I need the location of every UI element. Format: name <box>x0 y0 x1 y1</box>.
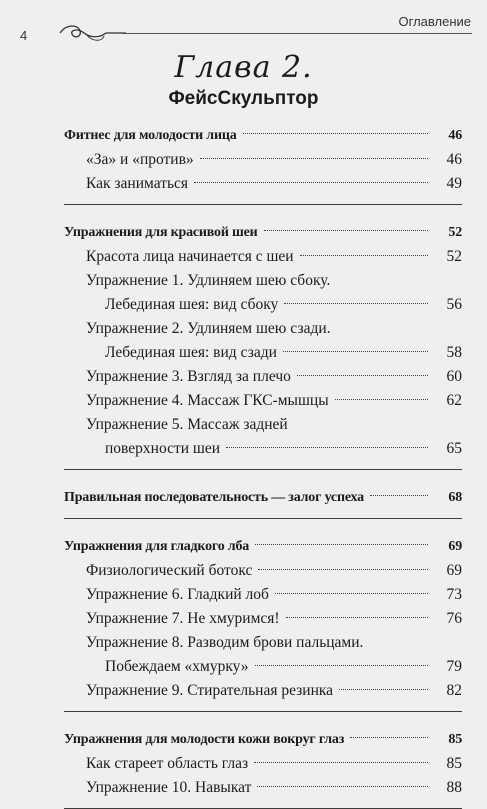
toc-section <box>64 486 462 519</box>
toc-page-number: 68 <box>448 490 462 505</box>
chapter-title: Глава 2. <box>174 50 313 85</box>
toc-section <box>64 535 462 712</box>
toc-entry-title: Побеждаем «хмурку» <box>105 658 249 675</box>
toc-heading[interactable] <box>64 486 462 510</box>
toc-entry[interactable] <box>64 389 462 413</box>
toc-entry[interactable] <box>64 752 462 776</box>
dot-leader <box>255 665 428 666</box>
toc-entry-title: Физиологический ботокс <box>86 562 253 579</box>
toc-heading[interactable] <box>64 124 462 148</box>
toc-section <box>64 728 462 809</box>
chapter-subtitle: ФейсСкульптор <box>168 88 319 109</box>
toc-section <box>64 124 462 205</box>
toc-entry[interactable] <box>64 317 462 365</box>
dot-leader <box>226 447 428 448</box>
toc-page-number: 85 <box>448 732 462 747</box>
toc-page-number: 76 <box>446 610 462 627</box>
toc-page-number: 85 <box>446 755 462 772</box>
toc-page-number: 62 <box>446 392 462 409</box>
toc-entry[interactable] <box>64 583 462 607</box>
toc-entry-title: Как стареет область глаз <box>86 755 249 772</box>
toc-heading-title: Упражнения для гладкого лба <box>64 539 250 554</box>
toc-page-number: 52 <box>446 248 462 265</box>
toc-entry[interactable] <box>64 776 462 800</box>
toc-page-number: 79 <box>446 658 462 675</box>
toc-page-number: 65 <box>446 440 462 457</box>
toc-entry[interactable] <box>64 172 462 196</box>
toc-entry[interactable] <box>64 413 462 461</box>
toc-entry-title-line1: Упражнение 1. Удлиняем шею сбоку. <box>86 272 331 289</box>
toc-page-number: 69 <box>446 562 462 579</box>
toc-page-number: 73 <box>446 586 462 603</box>
toc-entry-title: Упражнение 6. Гладкий лоб <box>86 586 269 603</box>
toc-entry[interactable] <box>64 148 462 172</box>
dot-leader <box>284 303 428 304</box>
page-number: 4 <box>20 28 28 43</box>
dot-leader <box>297 375 428 376</box>
table-of-contents <box>64 120 462 809</box>
dot-leader <box>254 762 428 763</box>
toc-page-number: 56 <box>446 296 462 313</box>
toc-page-number: 46 <box>446 151 462 168</box>
dot-leader <box>194 182 428 183</box>
dot-leader <box>300 255 428 256</box>
toc-entry[interactable] <box>64 245 462 269</box>
dot-leader <box>255 544 428 545</box>
toc-entry-title: Упражнение 3. Взгляд за плечо <box>86 368 291 385</box>
toc-entry-title-line1: Упражнение 2. Удлиняем шею сзади. <box>86 320 331 337</box>
toc-heading-title: Упражнения для молодости кожи вокруг глаз <box>64 732 345 747</box>
header-rule <box>122 33 472 34</box>
toc-entry[interactable] <box>64 269 462 317</box>
toc-entry-title: Упражнение 7. Не хмуримся! <box>86 610 280 627</box>
dot-leader <box>243 133 429 134</box>
running-header: Оглавление <box>398 14 471 29</box>
toc-page-number: 88 <box>446 779 462 796</box>
dot-leader <box>283 351 428 352</box>
toc-entry[interactable] <box>64 365 462 389</box>
toc-entry-title: Лебединая шея: вид сбоку <box>105 296 279 313</box>
dot-leader <box>275 593 428 594</box>
toc-page-number: 52 <box>448 225 462 240</box>
toc-page-number: 69 <box>448 539 462 554</box>
toc-page-number: 58 <box>446 344 462 361</box>
toc-entry-title: Лебединая шея: вид сзади <box>105 344 277 361</box>
toc-entry-title: Красота лица начинается с шеи <box>86 248 294 265</box>
toc-entry[interactable] <box>64 679 462 703</box>
toc-page-number: 82 <box>446 682 462 699</box>
toc-page-number: 49 <box>446 175 462 192</box>
dot-leader <box>257 786 428 787</box>
toc-page-number: 46 <box>448 128 462 143</box>
toc-entry-title: Упражнение 10. Навыкат <box>86 779 252 796</box>
dot-leader <box>350 737 428 738</box>
toc-heading-title: Правильная последовательность — залог успеха <box>64 490 364 505</box>
toc-heading[interactable] <box>64 728 462 752</box>
toc-entry-title-line1: Упражнение 8. Разводим брови пальцами. <box>86 634 364 651</box>
toc-entry[interactable] <box>64 559 462 583</box>
dot-leader <box>335 399 428 400</box>
toc-entry[interactable] <box>64 607 462 631</box>
toc-entry[interactable] <box>64 631 462 679</box>
toc-entry-title: Упражнение 4. Массаж ГКС-мышцы <box>86 392 329 409</box>
toc-page-number: 60 <box>446 368 462 385</box>
toc-entry-title-line1: Упражнение 5. Массаж задней <box>86 416 288 433</box>
toc-entry-title: Упражнение 9. Стирательная резинка <box>86 682 334 699</box>
toc-heading-title: Фитнес для молодости лица <box>64 128 237 143</box>
toc-entry-title: «За» и «против» <box>86 151 194 168</box>
toc-heading[interactable] <box>64 221 462 245</box>
toc-section <box>64 221 462 470</box>
dot-leader <box>370 495 428 496</box>
flourish-ornament-icon <box>56 22 126 44</box>
toc-heading[interactable] <box>64 535 462 559</box>
dot-leader <box>200 158 428 159</box>
toc-entry-title: поверхности шеи <box>105 440 221 457</box>
toc-heading-title: Упражнения для красивой шеи <box>64 225 258 240</box>
dot-leader <box>339 689 428 690</box>
toc-entry-title: Как заниматься <box>86 175 189 192</box>
dot-leader <box>258 569 428 570</box>
dot-leader <box>286 617 428 618</box>
dot-leader <box>264 230 429 231</box>
